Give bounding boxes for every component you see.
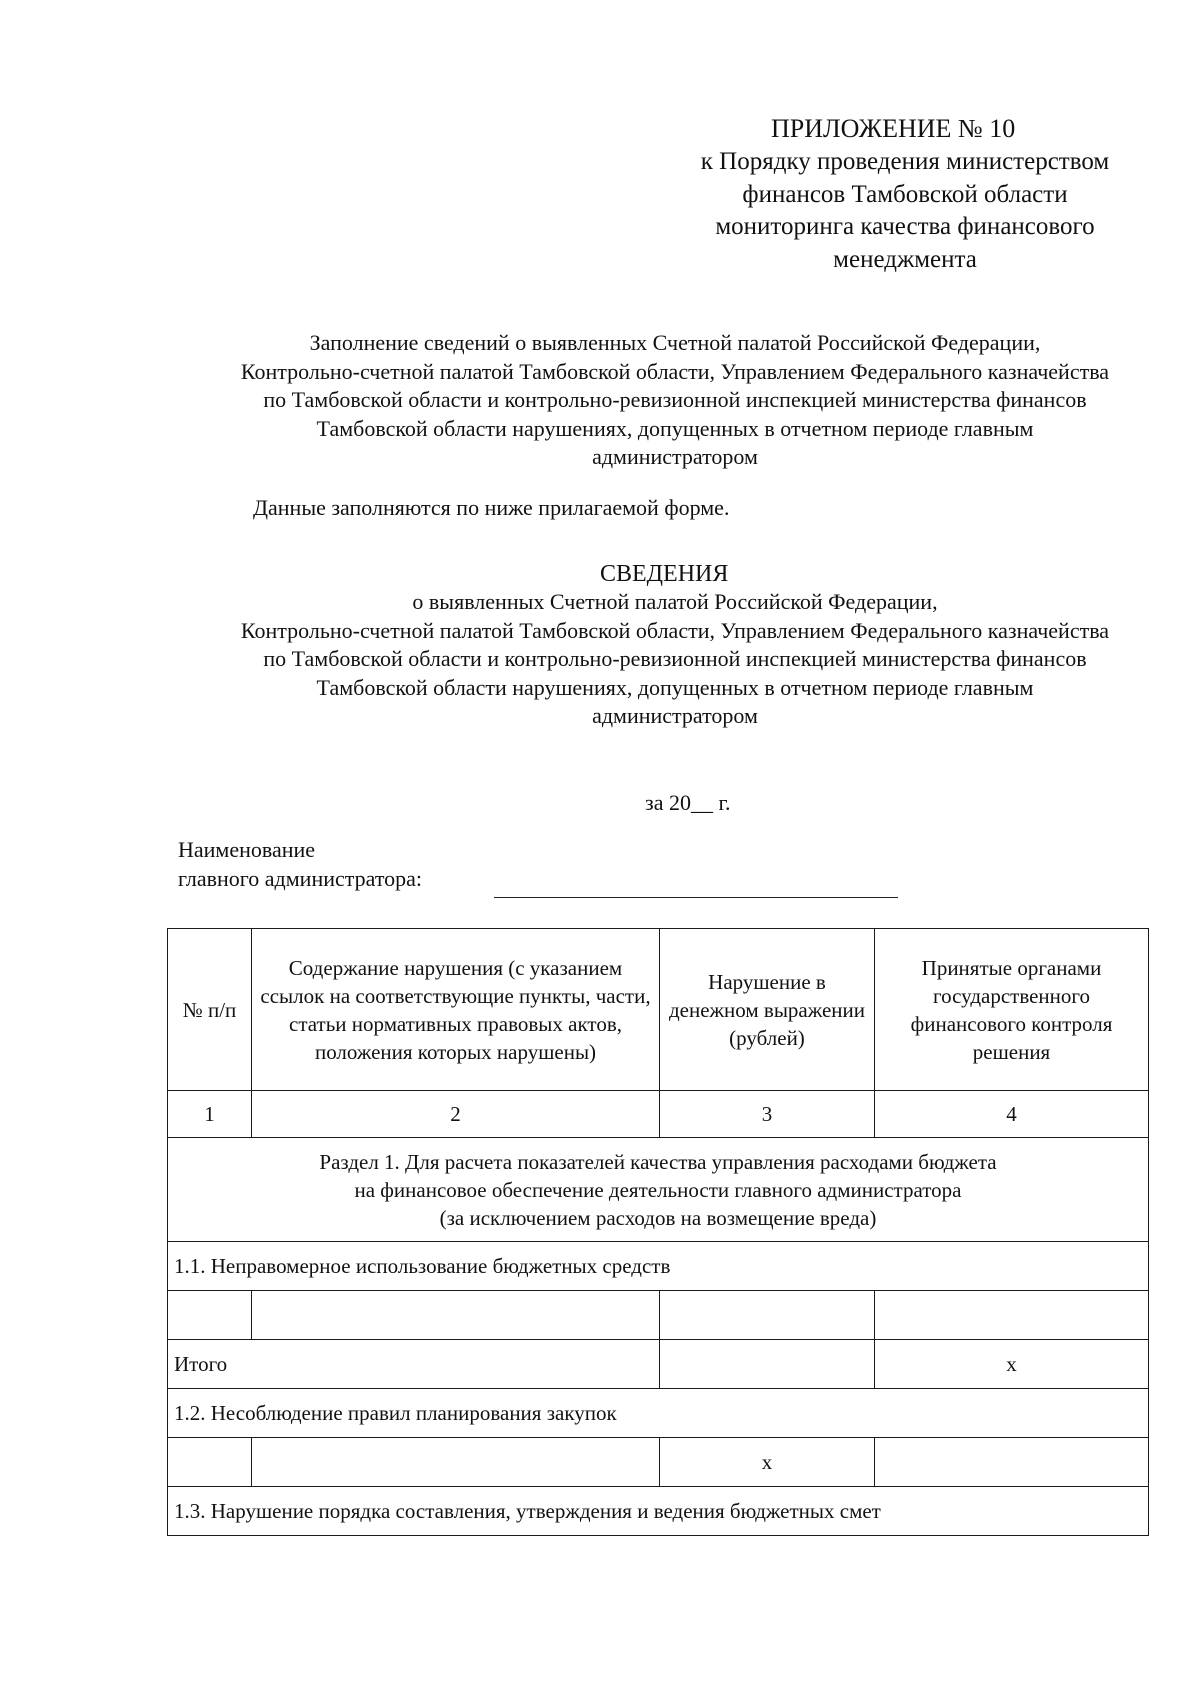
appendix-title: ПРИЛОЖЕНИЕ № 10 — [771, 114, 1016, 143]
svedenia-title: СВЕДЕНИЯ — [600, 561, 729, 587]
col-number: 4 — [875, 1091, 1149, 1138]
empty-cell[interactable] — [875, 1438, 1149, 1487]
svedenia-paragraph — [130, 588, 1200, 731]
svedenia-line: Тамбовской области нарушениях, допущенных в отчетном периоде главным — [316, 674, 1034, 700]
col-number: 1 — [168, 1091, 252, 1138]
subsection-1-2-row — [168, 1389, 1149, 1438]
subsection-1-1: 1.1. Неправомерное использование бюджетных средств — [168, 1242, 1149, 1291]
subsection-1-3-row — [168, 1487, 1149, 1536]
header-amount: Нарушение в денежном выражении (рублей) — [660, 929, 875, 1091]
subsection-1-1-row — [168, 1242, 1149, 1291]
total-row — [168, 1340, 1149, 1389]
intro-paragraph — [130, 329, 1200, 472]
table-row — [168, 1291, 1149, 1340]
row-mark: x — [660, 1438, 875, 1487]
section-1-line: Раздел 1. Для расчета показателей качества управления расходами бюджета — [319, 1149, 997, 1174]
subsection-1-2: 1.2. Несоблюдение правил планирования закупок — [168, 1389, 1149, 1438]
section-1-line: (за исключением расходов на возмещение вреда) — [439, 1205, 877, 1230]
report-period: за 20__ г. — [645, 790, 731, 815]
svedenia-line: администратором — [592, 703, 758, 728]
table-row — [168, 1438, 1149, 1487]
admin-name-field[interactable] — [494, 897, 898, 898]
intro-note: Данные заполняются по ниже прилагаемой форме. — [253, 495, 730, 520]
intro-line: Контрольно-счетной палатой Тамбовской области, Управлением Федерального казначейства — [240, 358, 1110, 384]
column-number-row — [168, 1091, 1149, 1138]
admin-label-line1: Наименование — [178, 837, 316, 862]
empty-cell[interactable] — [875, 1291, 1149, 1340]
empty-cell[interactable] — [168, 1438, 252, 1487]
header-number: № п/п — [168, 929, 252, 1091]
violations-table — [167, 928, 1149, 1536]
col-number: 3 — [660, 1091, 875, 1138]
admin-label-line2: главного администратора: — [178, 866, 423, 891]
intro-line: Заполнение сведений о выявленных Счетной палатой Российской Федерации, — [309, 330, 1041, 355]
svedenia-line: Контрольно-счетной палатой Тамбовской области, Управлением Федерального казначейства — [240, 617, 1110, 643]
intro-line: Тамбовской области нарушениях, допущенных в отчетном периоде главным — [316, 415, 1034, 441]
empty-cell[interactable] — [168, 1291, 252, 1340]
empty-cell[interactable] — [252, 1291, 660, 1340]
appendix-line: к Порядку проведения министерством — [700, 148, 1110, 175]
empty-cell[interactable] — [660, 1291, 875, 1340]
appendix-subtitle — [640, 146, 1170, 276]
header-row — [168, 929, 1149, 1091]
header-content: Содержание нарушения (с указанием ссылок на соответствующие пункты, части, статьи нормативных правовых актов, положения которых нарушены) — [252, 929, 660, 1091]
appendix-line: менеджмента — [833, 245, 977, 273]
header-decisions: Принятые органами государственного финансового контроля решения — [875, 929, 1149, 1091]
empty-cell[interactable] — [252, 1438, 660, 1487]
section-1-title — [168, 1138, 1149, 1242]
total-mark: x — [875, 1340, 1149, 1389]
intro-line: по Тамбовской области и контрольно-ревизионной инспекцией министерства финансов — [263, 387, 1087, 412]
appendix-line: финансов Тамбовской области — [742, 180, 1068, 208]
appendix-line: мониторинга качества финансового — [715, 213, 1095, 240]
section-1-row — [168, 1138, 1149, 1242]
subsection-1-3: 1.3. Нарушение порядка составления, утверждения и ведения бюджетных смет — [168, 1487, 1149, 1536]
svedenia-line: по Тамбовской области и контрольно-ревизионной инспекцией министерства финансов — [263, 646, 1087, 671]
total-amount[interactable] — [660, 1340, 875, 1389]
total-label: Итого — [168, 1340, 660, 1389]
intro-line: администратором — [592, 444, 758, 469]
col-number: 2 — [252, 1091, 660, 1138]
svedenia-line: о выявленных Счетной палатой Российской Федерации, — [412, 589, 938, 614]
section-1-line: на финансовое обеспечение деятельности главного администратора — [354, 1177, 962, 1202]
